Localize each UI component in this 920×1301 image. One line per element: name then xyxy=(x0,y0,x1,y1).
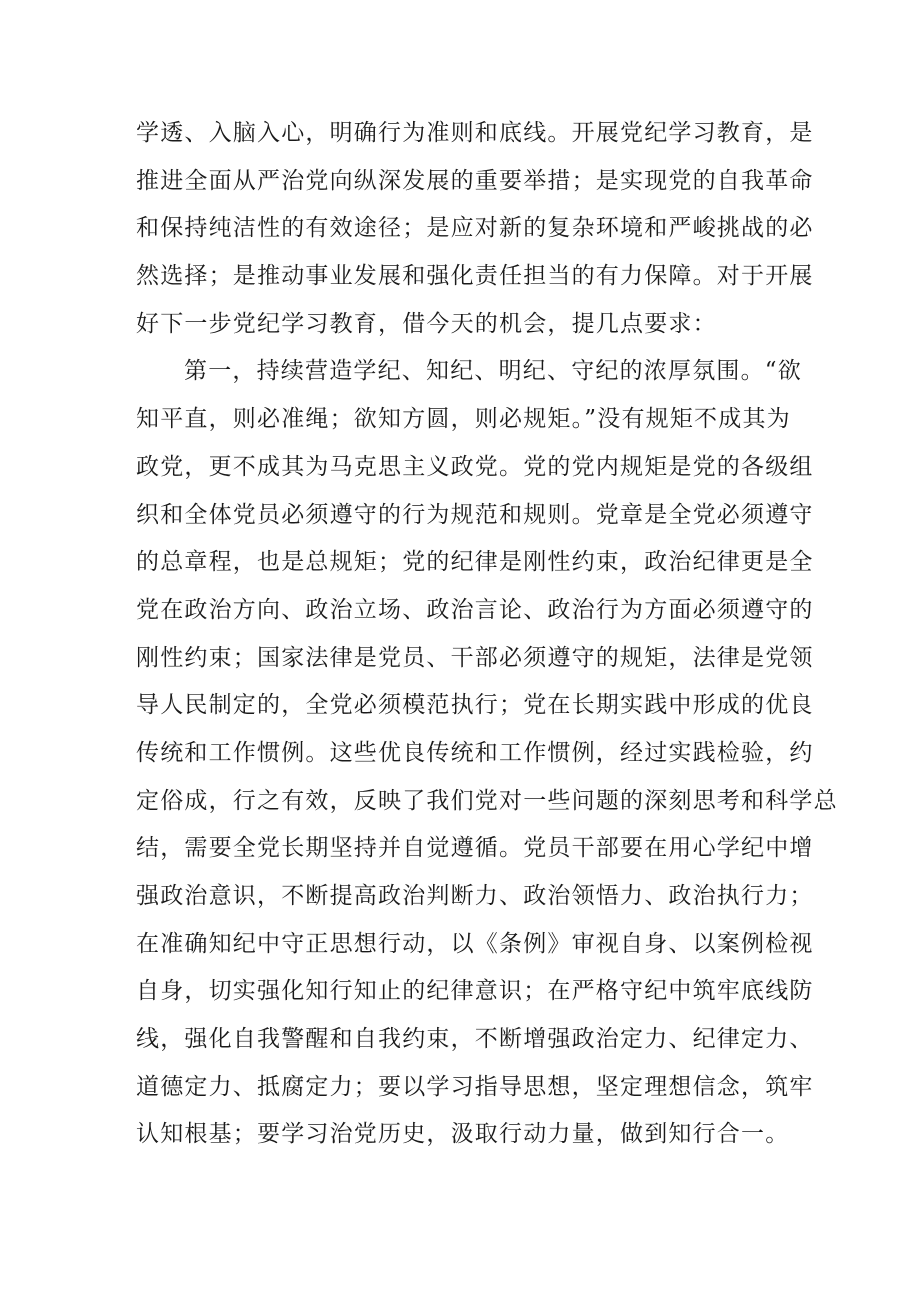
text-line: 强政治意识，不断提高政治判断力、政治领悟力、政治执行力； xyxy=(136,883,814,909)
text-line: 学透、入脑入心，明确行为准则和底线。开展党纪学习教育，是 xyxy=(136,120,814,146)
text-line: 然选择；是推动事业发展和强化责任担当的有力保障。对于开展 xyxy=(136,263,814,290)
text-line: 织和全体党员必须遵守的行为规范和规则。党章是全党必须遵守 xyxy=(136,501,814,528)
text-line: 线，强化自我警醒和自我约束，不断增强政治定力、纪律定力、 xyxy=(136,1026,814,1053)
document-body xyxy=(136,110,838,1159)
text-line: 自身，切实强化知行知止的纪律意识；在严格守纪中筑牢底线防 xyxy=(136,978,814,1005)
text-line: 定俗成，行之有效，反映了我们党对一些问题的深刻思考和科学总 xyxy=(136,787,838,814)
text-line: 党在政治方向、政治立场、政治言论、政治行为方面必须遵守的 xyxy=(136,596,814,623)
text-line: 好下一步党纪学习教育，借今天的机会，提几点要求： xyxy=(136,310,717,337)
text-line: 推进全面从严治党向纵深发展的重要举措；是实现党的自我革命 xyxy=(136,167,814,194)
text-line: 政党，更不成其为马克思主义政党。党的党内规矩是党的各级组 xyxy=(136,453,814,480)
text-line: 知平直，则必准绳；欲知方圆，则必规矩。”没有规矩不成其为 xyxy=(136,406,791,433)
text-line: 第一，持续营造学纪、知纪、明纪、守纪的浓厚氛围。“欲 xyxy=(184,358,802,385)
text-line: 道德定力、抵腐定力；要以学习指导思想，坚定理想信念，筑牢 xyxy=(136,1073,814,1100)
text-line: 传统和工作惯例。这些优良传统和工作惯例，经过实践检验，约 xyxy=(136,739,814,766)
text-line: 的总章程，也是总规矩；党的纪律是刚性约束，政治纪律更是全 xyxy=(136,549,814,576)
paragraph-1 xyxy=(136,110,814,348)
text-line: 在准确知纪中守正思想行动，以《条例》审视自身、以案例检视 xyxy=(136,930,814,957)
text-line: 和保持纯洁性的有效途径；是应对新的复杂环境和严峻挑战的必 xyxy=(136,215,814,242)
text-line: 导人民制定的，全党必须模范执行；党在长期实践中形成的优良 xyxy=(136,692,814,719)
text-line: 刚性约束；国家法律是党员、干部必须遵守的规矩，法律是党领 xyxy=(136,644,814,671)
text-line: 认知根基；要学习治党历史，汲取行动力量，做到知行合一。 xyxy=(136,1121,790,1148)
text-line: 结，需要全党长期坚持并自觉遵循。党员干部要在用心学纪中增 xyxy=(136,835,814,862)
paragraph-2 xyxy=(136,348,838,1159)
